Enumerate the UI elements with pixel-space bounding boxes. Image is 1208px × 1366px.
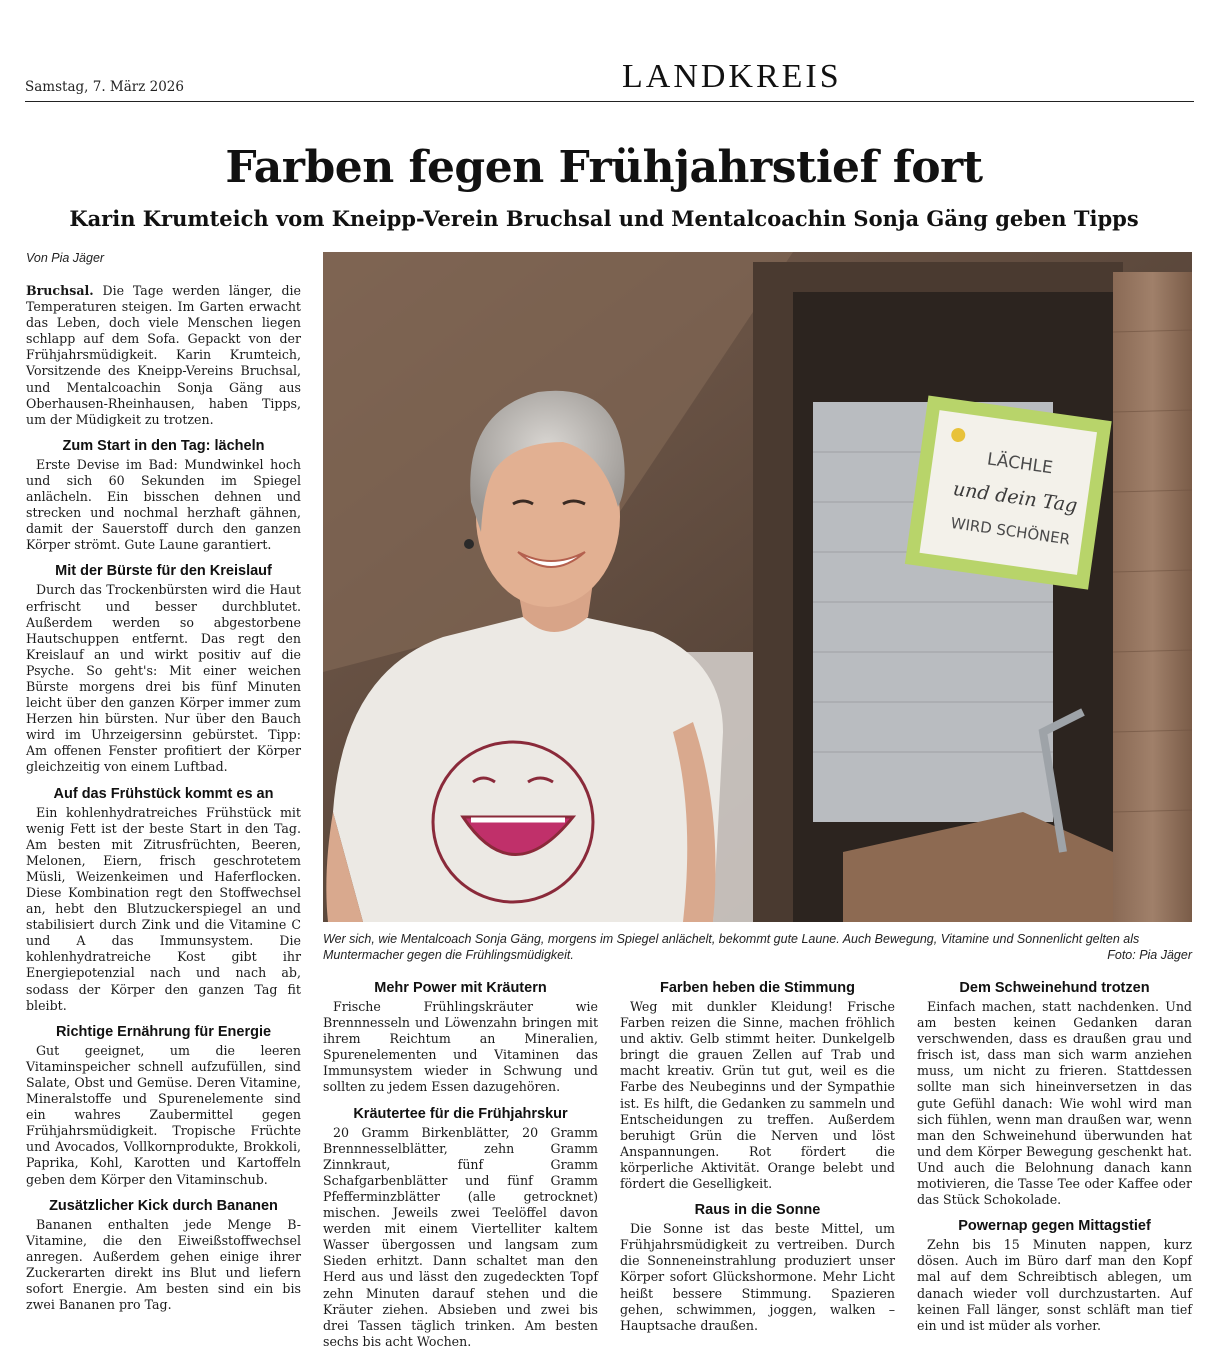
- section-text: Frische Frühlingskräuter wie Brennnesseln und Löwenzahn bringen mit ihrem Reichtum an Mineralien, Spurenelementen und Vitaminen das Immunsystem wieder in Schwung und sollten zu jedem Essen dazugehören.: [323, 999, 598, 1095]
- section-title: LANDKREIS: [622, 58, 842, 95]
- photo-credit: Foto: Pia Jäger: [1107, 948, 1192, 962]
- section-text: Weg mit dunkler Kleidung! Frische Farben reizen die Sinne, machen fröhlich und aktiv. Gelb stimmt heiter. Dunkelgelb bringt die grauen Zellen auf Trab und macht kreativ. Grün tut gut, weil es die Farbe des Neubeginns und der Sympathie ist. Es hilft, die Gedanken zu sammeln und Entscheidungen zu treffen. Außerdem beruhigt Grün die Nerven und löst Anspannungen. Rot fördert die körperliche Aktivität. Orange belebt und fördert die Geselligkeit.: [620, 999, 895, 1192]
- section-heading: Dem Schweinehund trotzen: [959, 980, 1150, 996]
- section-text: Die Sonne ist das beste Mittel, um Frühjahrsmüdigkeit zu vertreiben. Durch die Sonneneinstrahlung produziert unser Körper sofort Glückshormone. Mehr Licht heißt bessere Stimmung. Spazieren gehen, schwimmen, joggen, walken – Hauptsache draußen.: [620, 1221, 895, 1333]
- wood-panel: [1113, 272, 1192, 922]
- intro-text: Die Tage werden länger, die Temperaturen steigen. Im Garten erwacht das Leben, doch viele Menschen liegen schlapp auf dem Sofa. Gepackt von der Frühjahrsmüdigkeit. Karin Krumteich, Vorsitzende des Kneipp-Vereins Bruchsal, und Mentalcoachin Sonja Gäng aus Oberhausen-Rheinhausen, haben Tipps, um der Müdigkeit zu trotzen.: [26, 283, 301, 427]
- section-heading: Richtige Ernährung für Energie: [55, 1023, 272, 1040]
- section-heading: Zum Start in den Tag: lächeln: [62, 437, 265, 454]
- section-text: Ein kohlenhydratreiches Frühstück mit wenig Fett ist der beste Start in den Tag. Am besten mit Zitrusfrüchten, Beeren, Melonen, Eiern, frisch geschrotetem Müsli, Weizenkeimen und Haferflocken. Diese Kombination regt den Stoffwechsel an, hebt den Blutzuckerspiegel an und stabilisiert durch Zink und die Vitamine C und A das Immunsystem. Die kohlenhydratreiche Kost gibt ihr Energiepotenzial nach und nach ab, sodass der Körper den ganzen Tag fit bleibt.: [26, 804, 301, 1013]
- section-heading: Kräutertee für die Frühjahrskur: [353, 1105, 568, 1122]
- article-photo: [323, 252, 1192, 922]
- section-text: Durch das Trockenbürsten wird die Haut erfrischt und besser durchblutet. Außerdem werden so abgestorbene Hautschuppen entfernt. Das regt den Kreislauf an und wirkt positiv auf die Psyche. So geht's: Mit einer weichen Bürste morgens drei bis fünf Minuten leicht über den ganzen Körper immer zum Herzen hin bürsten. Nur über den Bauch wird im Uhrzeigersinn gebürstet. Tipp: Am offenen Fenster profitiert der Körper gleichzeitig von einem Luftbad.: [26, 582, 301, 775]
- issue-date: Samstag, 7. März 2026: [25, 79, 184, 95]
- sign-line-3: WIRD SCHÖNER: [949, 513, 1072, 549]
- column-3: [620, 980, 895, 1334]
- section-text: Gut geeignet, um die leeren Vitaminspeicher schnell aufzufüllen, sind Salate, Obst und Gemüse. Deren Vitamine, Mineralstoffe und Spurenelemente sind ein wahres Zaubermittel gegen Frühjahrsmüdigkeit. Tropische Früchte und Avocados, Vollkornprodukte, Brokkoli, Paprika, Kohl, Karotten und Kartoffeln geben dem Körper den Vitaminschub.: [26, 1042, 301, 1187]
- sign-line-2: und dein Tag: [951, 477, 1079, 518]
- header-rule: [25, 101, 1194, 102]
- smile-sign: [905, 395, 1112, 589]
- section-text: Bananen enthalten jede Menge B-Vitamine, die den Eiweißstoffwechsel anregen. Außerdem gehen einige ihrer Zuckerarten direkt ins Blut und liefern sofort Energie. Am besten sind ein bis zwei Bananen pro Tag.: [26, 1216, 301, 1313]
- column-1: [26, 283, 301, 1313]
- column-4: [917, 980, 1192, 1334]
- headline: Farben fegen Frühjahrstief fort: [225, 142, 983, 193]
- section-text: Zehn bis 15 Minuten nappen, kurz dösen. Auch im Büro darf man den Kopf mal auf dem Schreibtisch ablegen, um danach wieder voll durchzustarten. Auf keinen Fall länger, sonst schläft man tief ein und ist müder als vorher.: [917, 1237, 1192, 1333]
- intro-paragraph: [26, 283, 301, 428]
- section-heading: Powernap gegen Mittagstief: [958, 1218, 1151, 1235]
- section-text: Erste Devise im Bad: Mundwinkel hoch und sich 60 Sekunden im Spiegel anlächeln. Ein bisschen dehnen und strecken und nochmal herzhaft gähnen, damit der Sauerstoff durch den ganzen Körper strömt. Gute Laune garantiert.: [26, 456, 301, 553]
- section-heading: Auf das Frühstück kommt es an: [53, 785, 274, 802]
- dateline: Bruchsal.: [26, 283, 94, 298]
- section-heading: Raus in die Sonne: [694, 1202, 821, 1219]
- section-text: Einfach machen, statt nachdenken. Und am besten keinen Gedanken daran verschwenden, dass es draußen grau und frisch ist, dass man sich warm anziehen muss, um nicht zu frieren. Stattdessen sollte man sich hineinversetzen in das gute Gefühl danach: Wie wohl wird man sich fühlen, wenn man draußen war, wenn man den Schweinehund überwunden hat und dem Körper Bewegung geschenkt hat. Und auch die Belohnung danach kann motivieren, die Tasse Tee oder Kaffee oder das Stück Schokolade.: [917, 999, 1192, 1208]
- caption-text: Wer sich, wie Mentalcoach Sonja Gäng, morgens im Spiegel anlächelt, bekommt gute Laune. Auch Bewegung, Vitamine und Sonnenlicht gelten als Muntermacher gegen die Frühlingsmüdigkeit.: [323, 932, 1140, 962]
- sign-line-1: LÄCHLE: [985, 449, 1054, 479]
- section-text: 20 Gramm Birkenblätter, 20 Gramm Brennnesselblätter, zehn Gramm Zinnkraut, fünf Gramm Schafgarbenblätter und fünf Gramm Pfefferminzblätter (alle getrocknet) mischen. Jeweils zwei Teelöffel davon werden mit einem Viertelliter kaltem Wasser übergossen und langsam zum Sieden erhitzt. Dann schaltet man den Herd aus und lässt den zugedeckten Topf zehn Minuten darauf stehen und die Kräuter ziehen. Absieben und zwei bis drei Tassen täglich trinken. Am besten sechs bis acht Wochen.: [323, 1124, 598, 1349]
- section-heading: Mit der Bürste für den Kreislauf: [55, 563, 272, 580]
- section-heading: Mehr Power mit Kräutern: [374, 980, 547, 996]
- subheadline: Karin Krumteich vom Kneipp-Verein Bruchsal und Mentalcoachin Sonja Gäng geben Tipps: [69, 206, 1139, 231]
- section-heading: Zusätzlicher Kick durch Bananen: [49, 1197, 278, 1214]
- photo-illustration: [323, 252, 1192, 922]
- column-2: [323, 980, 598, 1350]
- photo-caption: [323, 931, 1192, 963]
- section-heading: Farben heben die Stimmung: [660, 980, 855, 996]
- byline: Von Pia Jäger: [26, 251, 105, 265]
